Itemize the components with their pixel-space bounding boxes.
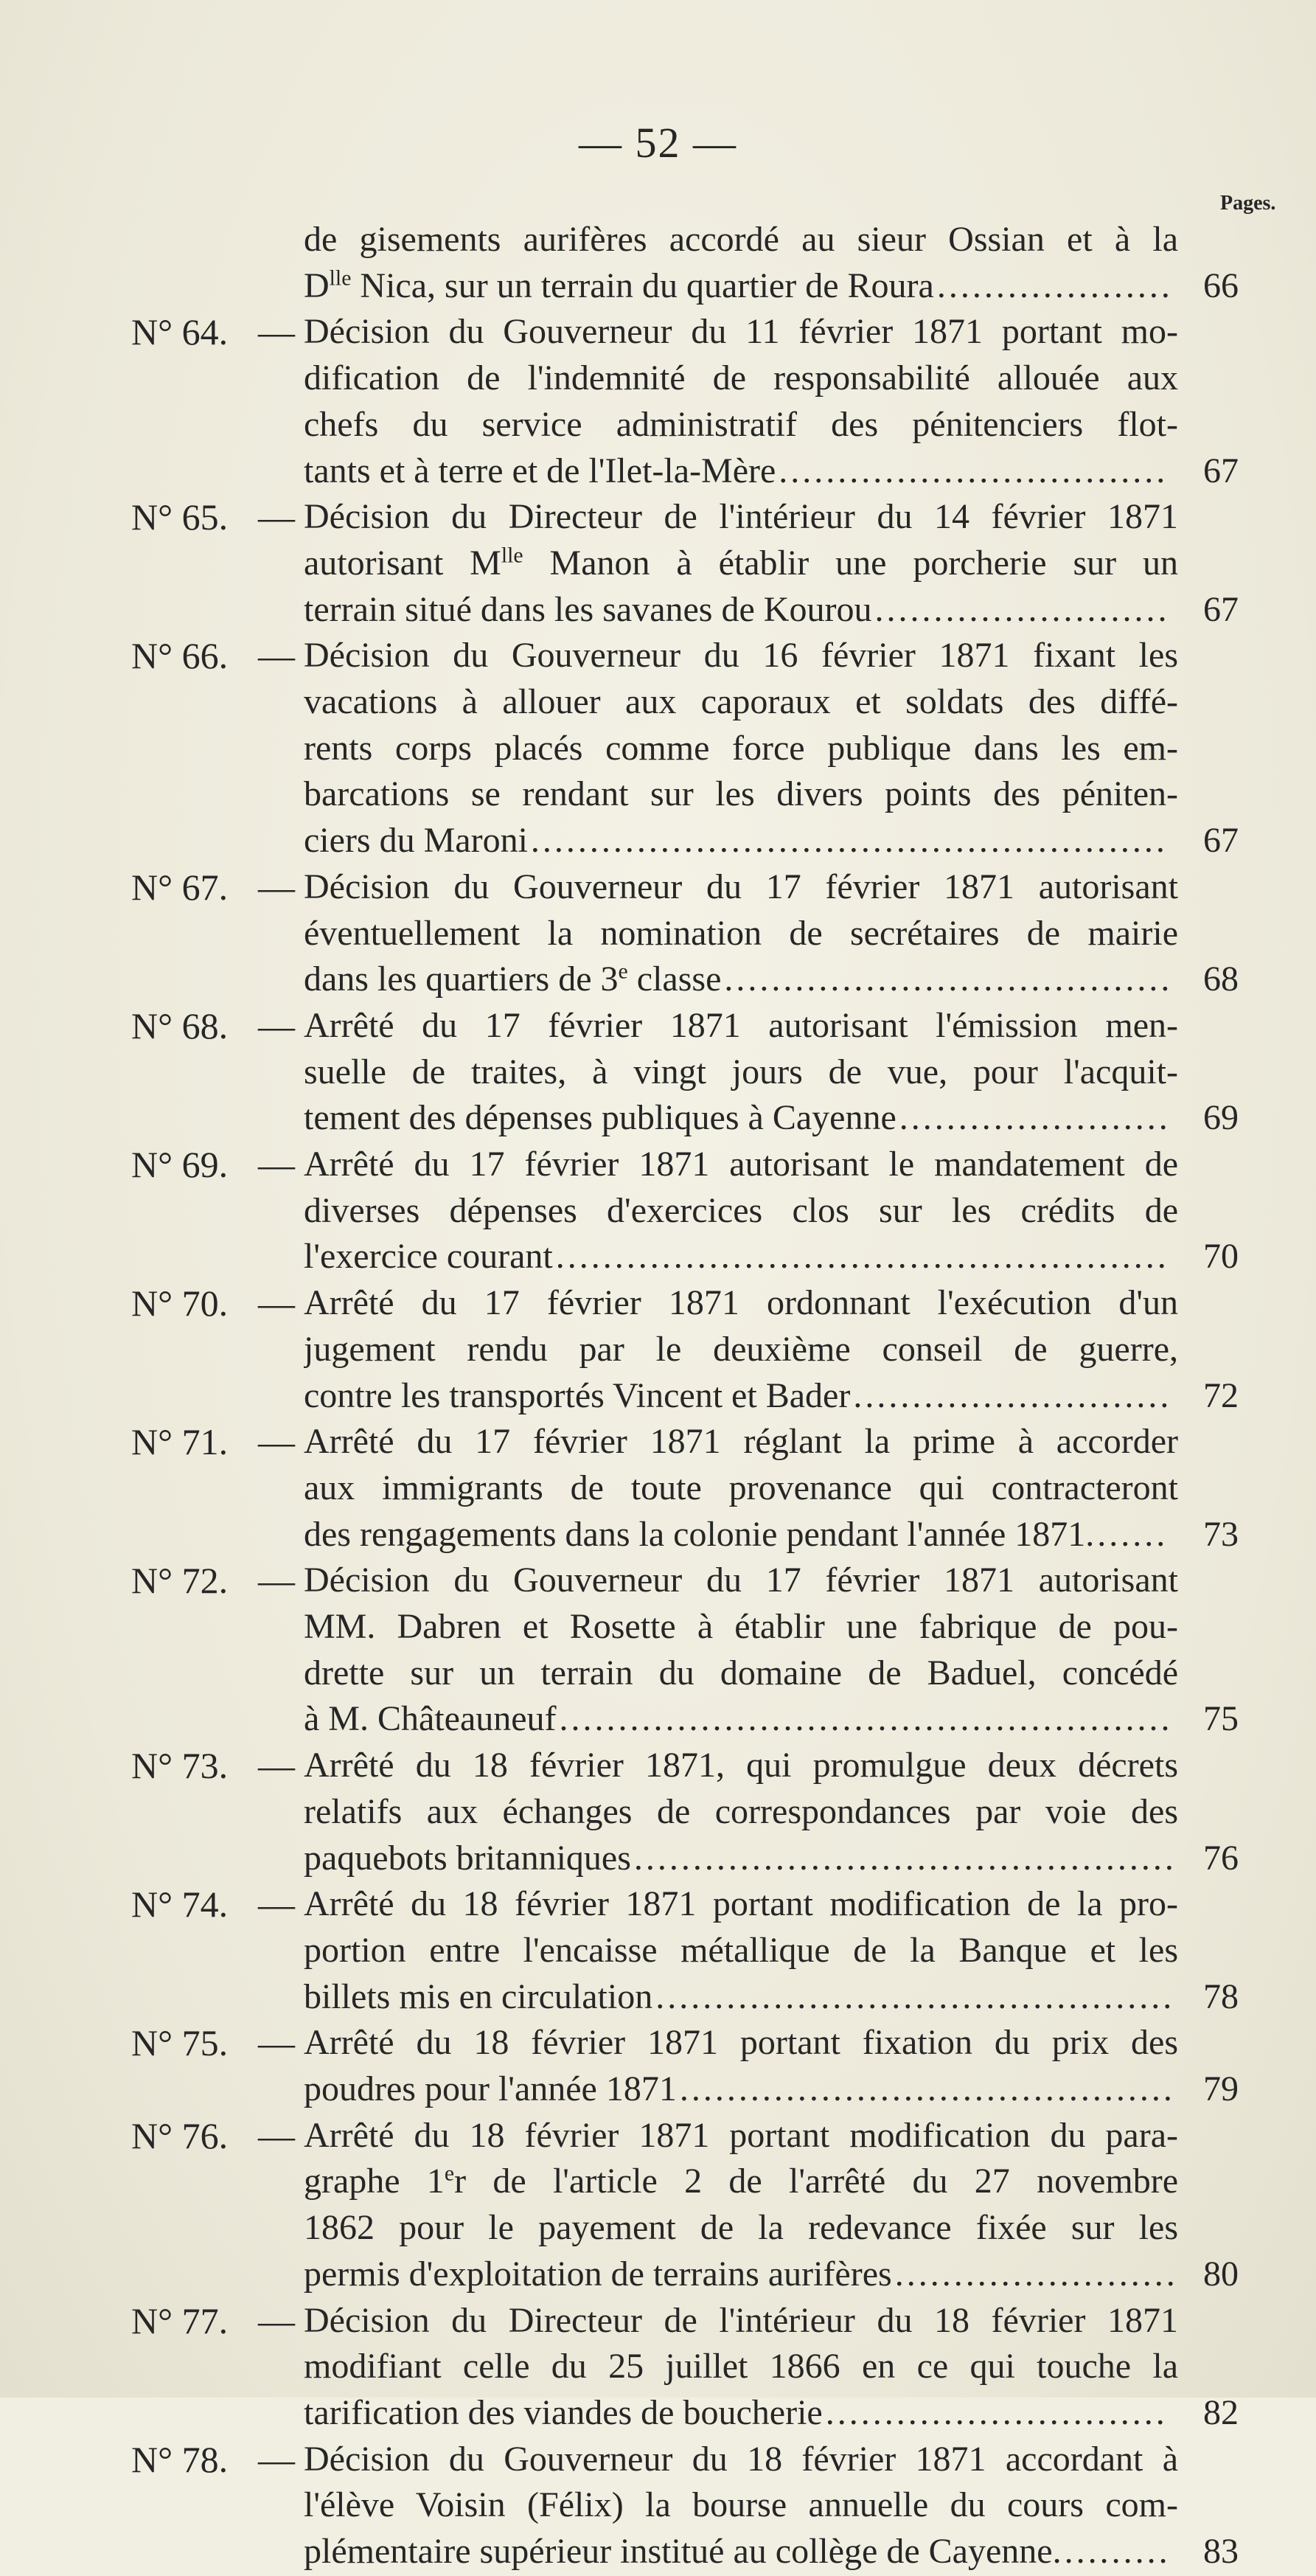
- entry-number: N° 76.: [131, 2114, 229, 2156]
- entry-page-number: 68: [1203, 959, 1239, 999]
- entry-text-line: chefs du service administratif des pénitenciers flot-: [304, 404, 1178, 444]
- entry-dash: —: [258, 2022, 295, 2064]
- entry-dash: —: [258, 866, 295, 908]
- entry-text-line: graphe 1er de l'article 2 de l'arrêté du 27 novembre: [304, 2162, 1178, 2201]
- entry-number: N° 78.: [131, 2438, 229, 2480]
- entry-number: N° 65.: [131, 496, 229, 538]
- entry-page-number: 70: [1203, 1237, 1239, 1277]
- leader-dots: ........................: [894, 2254, 1178, 2294]
- entry-text-line: $D^{lle}$ Nica, sur un terrain du quartier de Roura: [304, 265, 934, 305]
- entry-text-line: éventuellement la nomination de secrétaires de mairie: [304, 913, 1178, 953]
- leader-dots: .............................: [825, 2392, 1168, 2432]
- entry-page-number: 67: [1203, 451, 1239, 490]
- leader-dots: .........: [1064, 2532, 1171, 2571]
- entry-text-line: aux immigrants de toute provenance qui contracteront: [304, 1468, 1178, 1507]
- entry-dash: —: [258, 1560, 295, 1602]
- entry-text-line: paquebots britanniques: [304, 1838, 631, 1878]
- entry-text-line: Arrêté du 18 février 1871 portant fixation du prix des: [304, 2023, 1178, 2063]
- entry-text-line: rents corps placés comme force publique dans les em-: [304, 728, 1178, 768]
- entry-text-line: plémentaire supérieur institué au collège de Cayenne.: [304, 2532, 1062, 2571]
- entry-page-number: 67: [1203, 589, 1239, 629]
- leader-dots: ....................................................: [559, 1699, 1173, 1739]
- entry-text-line: terrain situé dans les savanes de Kourou: [304, 589, 872, 629]
- leader-dots: ...........................: [853, 1375, 1172, 1415]
- entry-page-number: 66: [1203, 265, 1239, 305]
- entry-text-line: jugement rendu par le deuxième conseil de guerre,: [304, 1329, 1178, 1369]
- entry-text-line: relatifs aux échanges de correspondances par voie des: [304, 1791, 1178, 1831]
- leader-dots: .......................: [899, 1098, 1171, 1138]
- entry-text-line: Décision du Gouverneur du 18 février 1871 accordant à: [304, 2439, 1178, 2479]
- entry-text-line: Arrêté du 18 février 1871 portant modification du para-: [304, 2115, 1178, 2155]
- entry-text-line: poudres pour l'année 1871: [304, 2069, 677, 2108]
- entry-text-line: portion entre l'encaisse métallique de la Banque et les: [304, 1930, 1178, 1970]
- entry-page-number: 75: [1203, 1699, 1239, 1739]
- entry-page-number: 67: [1203, 821, 1239, 861]
- entry-dash: —: [258, 1421, 295, 1463]
- entry-text-line: drette sur un terrain du domaine de Baduel, concédé: [304, 1653, 1178, 1693]
- entry-dash: —: [258, 1884, 295, 1926]
- entry-page-number: 76: [1203, 1838, 1239, 1878]
- entry-number: N° 68.: [131, 1004, 229, 1046]
- entry-text-line: permis d'exploitation de terrains aurifères: [304, 2254, 892, 2294]
- entry-text-line: ciers du Maroni: [304, 821, 528, 861]
- entry-number: N° 74.: [131, 1884, 229, 1926]
- leader-dots: ..............................................: [633, 1838, 1177, 1878]
- leader-dots: ......................................: [724, 959, 1173, 999]
- entry-dash: —: [258, 2114, 295, 2156]
- entry-text-line: Décision du Directeur de l'intérieur du 14 février 1871: [304, 497, 1178, 537]
- entry-page-number: 69: [1203, 1098, 1239, 1138]
- entry-text-line: de gisements aurifères accordé au sieur Ossian et à la: [304, 220, 1178, 259]
- entry-number: N° 72.: [131, 1560, 229, 1602]
- page-number: — 52 —: [579, 119, 737, 167]
- entry-dash: —: [258, 635, 295, 677]
- entry-text-line: à M. Châteauneuf: [304, 1699, 557, 1739]
- leader-dots: ..........................................: [679, 2069, 1175, 2108]
- entry-page-number: 80: [1203, 2254, 1239, 2294]
- entry-text-line: Arrêté du 18 février 1871 portant modification de la pro-: [304, 1884, 1178, 1924]
- entry-text-line: Décision du Directeur de l'intérieur du 18 février 1871: [304, 2300, 1178, 2340]
- entry-text-line: Arrêté du 17 février 1871 ordonnant l'exécution d'un: [304, 1283, 1178, 1323]
- entry-page-number: 72: [1203, 1375, 1239, 1415]
- entry-text-line: tants et à terre et de l'Ilet-la-Mère: [304, 451, 776, 490]
- entry-dash: —: [258, 1745, 295, 1787]
- entry-page-number: 73: [1203, 1514, 1239, 1554]
- leader-dots: ....................................................: [555, 1237, 1169, 1277]
- entry-number: N° 66.: [131, 635, 229, 677]
- entry-page-number: 78: [1203, 1976, 1239, 2016]
- entry-text-line: des rengagements dans la colonie pendant l'année 1871.: [304, 1514, 1095, 1554]
- entry-text-line: Décision du Gouverneur du 17 février 1871 autorisant: [304, 1560, 1178, 1600]
- entry-text-line: l'élève Voisin (Félix) la bourse annuelle du cours com-: [304, 2485, 1178, 2525]
- entry-page-number: 82: [1203, 2392, 1239, 2432]
- entry-dash: —: [258, 496, 295, 538]
- leader-dots: ......................................................: [530, 821, 1168, 861]
- entry-number: N° 67.: [131, 866, 229, 908]
- leader-dots: ......: [1097, 1514, 1169, 1554]
- entry-number: N° 71.: [131, 1421, 229, 1463]
- entry-dash: —: [258, 311, 295, 353]
- entry-text-line: l'exercice courant: [304, 1237, 553, 1277]
- entry-dash: —: [258, 1144, 295, 1185]
- entry-number: N° 69.: [131, 1144, 229, 1185]
- leader-dots: .................................: [779, 451, 1169, 490]
- leader-dots: ....................: [936, 265, 1173, 305]
- entry-dash: —: [258, 2438, 295, 2480]
- entry-text-line: diverses dépenses d'exercices clos sur les crédits de: [304, 1190, 1178, 1230]
- entry-text-line: Arrêté du 17 février 1871 autorisant le mandatement de: [304, 1145, 1178, 1184]
- entry-text-line: vacations à allouer aux caporaux et soldats des diffé-: [304, 682, 1178, 721]
- leader-dots: ............................................: [655, 1976, 1175, 2016]
- entry-text-line: MM. Dabren et Rosette à établir une fabrique de pou-: [304, 1607, 1178, 1646]
- entry-page-number: 83: [1203, 2532, 1239, 2571]
- entry-number: N° 75.: [131, 2022, 229, 2064]
- entry-text-line: Décision du Gouverneur du 16 février 1871 fixant les: [304, 636, 1178, 676]
- entry-number: N° 73.: [131, 1745, 229, 1787]
- entry-text-line: Décision du Gouverneur du 17 février 1871 autorisant: [304, 867, 1178, 906]
- entry-number: N° 70.: [131, 1282, 229, 1325]
- entry-text-line: Arrêté du 17 février 1871 réglant la prime à accorder: [304, 1422, 1178, 1462]
- entry-text-line: Arrêté du 18 février 1871, qui promulgue deux décrets: [304, 1746, 1178, 1785]
- entry-text-line: dification de l'indemnité de responsabilité allouée aux: [304, 358, 1178, 398]
- entry-text-line: billets mis en circulation: [304, 1976, 653, 2016]
- entry-text-line: contre les transportés Vincent et Bader: [304, 1375, 851, 1415]
- entry-text-line: tarification des viandes de boucherie: [304, 2392, 823, 2432]
- entry-text-line: autorisant $M^{lle}$ Manon à établir une porcherie sur un: [304, 543, 1178, 583]
- entry-text-line: modifiant celle du 25 juillet 1866 en ce qui touche la: [304, 2347, 1178, 2386]
- entry-text-line: dans les quartiers de 3e classe: [304, 959, 722, 999]
- leader-dots: .........................: [874, 589, 1170, 629]
- entry-text-line: tement des dépenses publiques à Cayenne: [304, 1098, 897, 1138]
- entry-text-line: 1862 pour le payement de la redevance fixée sur les: [304, 2208, 1178, 2248]
- entry-page-number: 79: [1203, 2069, 1239, 2108]
- entry-text-line: barcations se rendant sur les divers points des péniten-: [304, 774, 1178, 814]
- entry-text-line: Arrêté du 17 février 1871 autorisant l'émission men-: [304, 1005, 1178, 1045]
- entry-text-line: Décision du Gouverneur du 11 février 1871 portant mo-: [304, 312, 1178, 352]
- pages-column-header: Pages.: [1220, 192, 1276, 215]
- entry-dash: —: [258, 1282, 295, 1325]
- entry-dash: —: [258, 1004, 295, 1046]
- entry-number: N° 77.: [131, 2299, 229, 2341]
- entry-number: N° 64.: [131, 311, 229, 353]
- entry-dash: —: [258, 2299, 295, 2341]
- entry-text-line: suelle de traites, à vingt jours de vue, pour l'acquit-: [304, 1052, 1178, 1091]
